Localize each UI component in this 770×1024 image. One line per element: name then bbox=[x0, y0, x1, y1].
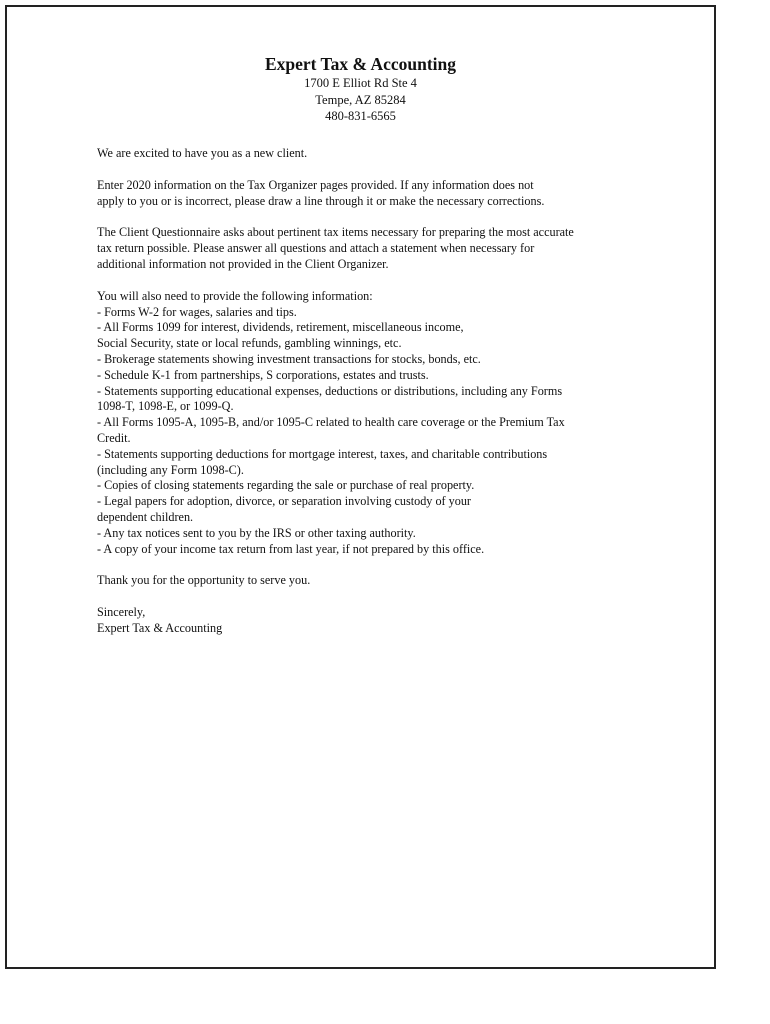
thanks-line: Thank you for the opportunity to serve you. bbox=[97, 573, 311, 588]
list-item: dependent children. bbox=[97, 509, 194, 524]
text-line: apply to you or is incorrect, please draw a line through it or make the necessary corrections. bbox=[97, 193, 545, 208]
text-line: additional information not provided in the Client Organizer. bbox=[97, 256, 389, 271]
list-item: Social Security, state or local refunds, gambling winnings, etc. bbox=[97, 336, 402, 351]
list-item: - All Forms 1099 for interest, dividends, retirement, miscellaneous income, bbox=[97, 320, 464, 335]
list-item: Credit. bbox=[97, 430, 131, 445]
list-item: - All Forms 1095-A, 1095-B, and/or 1095-C related to health care coverage or the Premium Tax bbox=[97, 415, 565, 430]
list-item: - Brokerage statements showing investment transactions for stocks, bonds, etc. bbox=[97, 351, 481, 366]
list-item: - Statements supporting educational expenses, deductions or distributions, including any Forms bbox=[97, 383, 563, 398]
sign-off bbox=[97, 605, 657, 637]
list-item: - Legal papers for adoption, divorce, or separation involving custody of your bbox=[97, 494, 471, 509]
letterhead bbox=[7, 53, 714, 125]
text-line: tax return possible. Please answer all questions and attach a statement when necessary for bbox=[97, 241, 535, 256]
phone-number: 480-831-6565 bbox=[325, 109, 396, 123]
address-line-2: Tempe, AZ 85284 bbox=[315, 92, 406, 107]
address-line-1: 1700 E Elliot Rd Ste 4 bbox=[304, 76, 417, 90]
organizer-paragraph bbox=[97, 178, 657, 210]
text-line: Enter 2020 information on the Tax Organizer pages provided. If any information does not bbox=[97, 177, 534, 192]
list-item: - Forms W-2 for wages, salaries and tips. bbox=[97, 304, 297, 319]
thanks-paragraph bbox=[97, 573, 657, 589]
list-intro: You will also need to provide the following information: bbox=[97, 288, 373, 303]
list-item: (including any Form 1098-C). bbox=[97, 462, 244, 477]
closing-line: Sincerely, bbox=[97, 605, 146, 620]
signature-line: Expert Tax & Accounting bbox=[97, 620, 223, 635]
text-line: The Client Questionnaire asks about pertinent tax items necessary for preparing the most accurate bbox=[97, 225, 574, 240]
list-item: - Copies of closing statements regarding the sale or purchase of real property. bbox=[97, 478, 475, 493]
greeting-paragraph bbox=[97, 146, 657, 162]
documents-list bbox=[97, 289, 657, 558]
letter-body bbox=[97, 146, 657, 653]
list-item: - Statements supporting deductions for mortgage interest, taxes, and charitable contributions bbox=[97, 446, 548, 461]
list-item: - Any tax notices sent to you by the IRS or other taxing authority. bbox=[97, 525, 416, 540]
list-item: - Schedule K-1 from partnerships, S corporations, estates and trusts. bbox=[97, 367, 429, 382]
company-name: Expert Tax & Accounting bbox=[264, 54, 457, 74]
list-item: - A copy of your income tax return from last year, if not prepared by this office. bbox=[97, 541, 485, 556]
questionnaire-paragraph bbox=[97, 225, 657, 272]
page-frame bbox=[5, 5, 716, 969]
list-item: 1098-T, 1098-E, or 1099-Q. bbox=[97, 399, 234, 414]
greeting-line: We are excited to have you as a new client. bbox=[97, 146, 308, 160]
